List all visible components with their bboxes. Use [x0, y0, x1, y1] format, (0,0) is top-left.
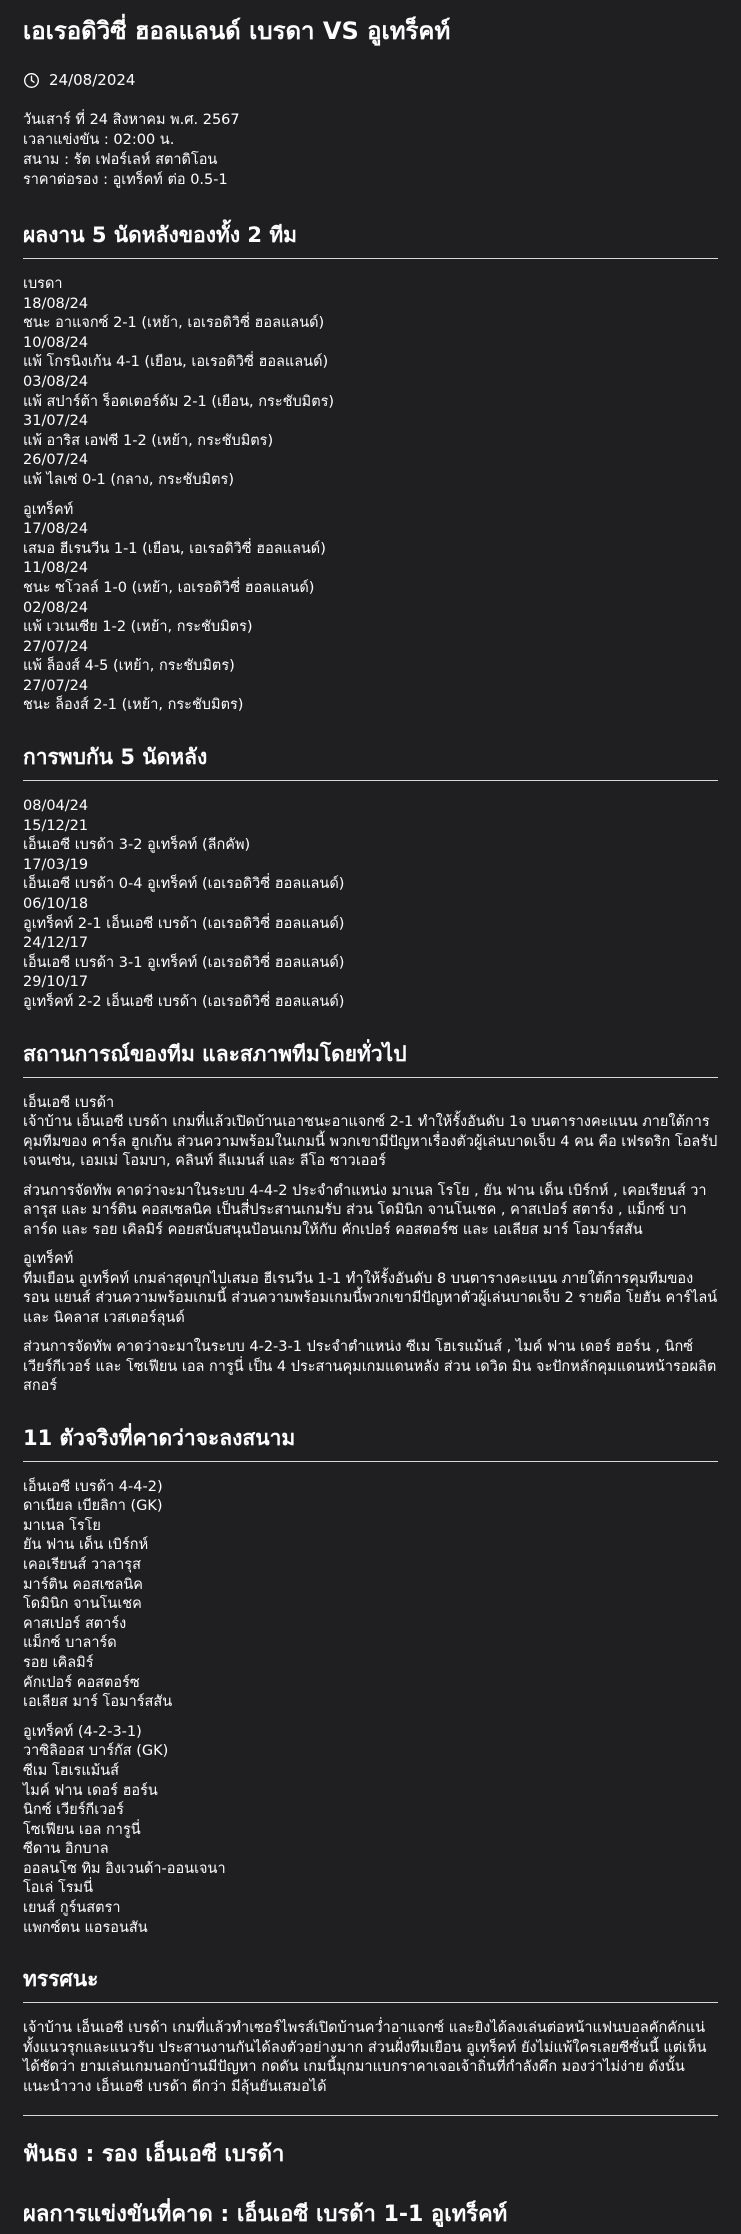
- match-date: 11/08/24: [23, 560, 89, 577]
- match-result: ชนะ ล็องส์ 2-1 (เหย้า, กระชับมิตร): [23, 697, 244, 714]
- divider: [23, 1077, 718, 1078]
- divider: [23, 1461, 718, 1462]
- analysis-section: [23, 1962, 718, 2116]
- match-result: แพ้ อาริส เอฟซี 1-2 (เหย้า, กระชับมิตร): [23, 432, 274, 449]
- match-result: แพ้ สปาร์ต้า ร็อตเตอร์ดัม 2-1 (เยือน, กระชับมิตร): [23, 393, 335, 410]
- match-result: แพ้ ล็องส์ 4-5 (เหย้า, กระชับมิตร): [23, 658, 235, 675]
- match-day: วันเสาร์ ที่ 24 สิงหาคม พ.ศ. 2567: [23, 112, 240, 128]
- form-team-1: [23, 275, 718, 491]
- match-date: 27/07/24: [23, 638, 89, 655]
- match-date: 26/07/24: [23, 452, 89, 469]
- lineups-section: [23, 1421, 718, 1939]
- team-news: ทีมเยือน อูเทร็คท์ เกมล่าสุดบุกไปเสมอ ฮีเรนวีน 1-1 ทำให้รั้งอันดับ 8 บนตารางคะแนน ภายใต้การคุมทีมของ รอน แยนส์ ส่วนความพร้อมเกมนี้ ส่วนความพร้อมเกมนี้พวกเขามีปัญหาตัวผู้เล่นบาดเจ็บ 2 รายคือ โยฮัน คาร์ไลน์ และ นิคลาส เวสเตอร์ลุนด์: [23, 1270, 718, 1326]
- h2h-line: 15/12/21: [23, 817, 89, 834]
- situation-team-1: [23, 1094, 718, 1397]
- situation-heading: สถานการณ์ของทีม และสภาพทีมโดยทั่วไป: [23, 1041, 407, 1066]
- post-date-text: 24/08/2024: [49, 71, 136, 89]
- player: คาสเปอร์ สตาร์ง: [23, 1615, 127, 1632]
- team-name: เอ็นเอซี เบรด้า: [23, 1094, 115, 1111]
- team-name: อูเทร็คท์: [23, 1251, 74, 1268]
- match-date: 18/08/24: [23, 295, 89, 312]
- team-tactics: ส่วนการจัดทัพ คาดว่าจะมาในระบบ 4-2-3-1 ประจำตำแหน่ง ซีเม โฮเรแม้นส์ , ไมค์ ฟาน เดอร์ ฮอร์น , นิกซ์ เวียร์กีเวอร์ และ โซเฟียน เอล การูนี่ เป็น 4 ประสานคุมเกมแดนหลัง ส่วน เดวิด มิน จะปักหลักคุมแดนหน้ารอผลิตสกอร์: [23, 1339, 717, 1395]
- h2h-line: 29/10/17: [23, 974, 89, 991]
- h2h-line: อูเทร็คท์ 2-2 เอ็นเอซี เบรด้า (เอเรอดิวิซี่ ฮอลแลนด์): [23, 994, 345, 1010]
- form-team-2: [23, 501, 718, 717]
- post-date: [23, 66, 718, 94]
- player: ซีดาน อิกบาล: [23, 1841, 109, 1858]
- h2h-section: [23, 740, 718, 1013]
- team-name: อูเทร็คท์: [23, 501, 74, 518]
- match-date: 17/08/24: [23, 521, 89, 538]
- team-tactics: ส่วนการจัดทัพ คาดว่าจะมาในระบบ 4-4-2 ประจำตำแหน่ง มาเนล โรโย , ยัน ฟาน เด็น เบิร์กห์ , เคอเรียนส์ วาลารุส และ มาร์ติน คอสเซลนิค เป็นสี่ประสานเกมรับ ส่วน โดมินิก จานโนเชค , คาสเปอร์ สตาร์ง , แม็กซ์ บาลาร์ด และ รอย เคิลมิร์ คอยสนับสนุนป้อนเกมให้กับ คักเปอร์ คอสตอร์ซ และ เอเลียส มาร์ โอมาร์สสัน: [23, 1182, 707, 1238]
- analysis-heading: ทรรศนะ: [23, 1967, 99, 1992]
- match-date: 02/08/24: [23, 599, 89, 616]
- match-info: [23, 110, 718, 190]
- player: โอเล่ โรมนี่: [23, 1880, 93, 1897]
- h2h-heading: การพบกัน 5 นัดหลัง: [23, 745, 208, 770]
- player: ยัน ฟาน เด็น เบิร์กห์: [23, 1537, 149, 1554]
- h2h-list: [23, 797, 718, 1013]
- page-title: เอเรอดิวิซี่ ฮอลแลนด์ เบรดา VS อูเทร็คท์: [23, 17, 451, 45]
- match-date: 27/07/24: [23, 677, 89, 694]
- form-section: [23, 218, 718, 716]
- handicap: ราคาต่อรอง : อูเทร็คท์ ต่อ 0.5-1: [23, 172, 228, 188]
- player: โซเฟียน เอล การูนี่: [23, 1821, 141, 1838]
- player: เอเลียส มาร์ โอมาร์สสัน: [23, 1694, 173, 1711]
- player: เยนส์ กูร์นสตรา: [23, 1900, 121, 1917]
- h2h-line: เอ็นเอซี เบรด้า 0-4 อูเทร็คท์ (เอเรอดิวิซี่ ฮอลแลนด์): [23, 876, 345, 893]
- player: ออลนโซ ทิม อิงเวนด้า-ออนเจนา: [23, 1860, 226, 1877]
- lineup-header: เอ็นเอซี เบรด้า 4-4-2): [23, 1478, 163, 1495]
- h2h-line: 08/04/24: [23, 798, 89, 815]
- predicted-score: ผลการแข่งขันที่คาด : เอ็นเอซี เบรด้า 1-1 อูเทร็คท์: [23, 2202, 508, 2228]
- match-result: แพ้ เวเนเซีย 1-2 (เหย้า, กระชับมิตร): [23, 619, 253, 636]
- verdict: ฟันธง : รอง เอ็นเอซี เบรด้า: [23, 2142, 285, 2168]
- divider: [23, 2115, 718, 2116]
- match-result: แพ้ โกรนิงเก้น 4-1 (เยือน, เอเรอดิวิซี่ ฮอลแลนด์): [23, 354, 329, 371]
- divider: [23, 2002, 718, 2003]
- team-name: เบรดา: [23, 276, 63, 292]
- match-date: 03/08/24: [23, 373, 89, 390]
- player: ไมค์ ฟาน เดอร์ ฮอร์น: [23, 1782, 158, 1799]
- stadium: สนาม : รัต เฟอร์เลห์ สตาดิโอน: [23, 152, 218, 168]
- h2h-line: เอ็นเอซี เบรด้า 3-2 อูเทร็คท์ (ลีกคัพ): [23, 837, 251, 854]
- h2h-line: เอ็นเอซี เบรด้า 3-1 อูเทร็คท์ (เอเรอดิวิซี่ ฮอลแลนด์): [23, 954, 345, 971]
- player: ดาเนียล เบียลิกา (GK): [23, 1498, 163, 1515]
- clock-icon: [23, 72, 40, 89]
- match-result: ชนะ ซโวลล์ 1-0 (เหย้า, เอเรอดิวิซี่ ฮอลแลนด์): [23, 579, 315, 596]
- h2h-line: 06/10/18: [23, 896, 89, 913]
- analysis-text: เจ้าบ้าน เอ็นเอซี เบรด้า เกมที่แล้วทำเซอร์ไพรส์เปิดบ้านคว่ำอาแจกซ์ และยิงได้ลงเล่นต่อหน้าแฟนบอลคักคักแน่ ทั้งแนวรุกและแนวรับ ประสานงานกันได้ลงตัวอย่างมาก ส่วนฝั่งทีมเยือน อูเทร็คท์ ยังไม่แพ้ใครเลยซีซั่นนี้ แต่เห็นได้ชัดว่า ยามเล่นเกมนอกบ้านมีปัญหา กดดัน เกมนี้มุกมาแบกราคาเจอเจ้าถิ่นที่กำลังคึก มองว่าไม่ง่าย ดังนั้นแนะนำวาง เอ็นเอซี เบรด้า ดีกว่า มีลุ้นยันเสมอได้: [23, 2020, 707, 2095]
- player: วาซิลิออส บาร์กัส (GK): [23, 1743, 169, 1760]
- divider: [23, 780, 718, 781]
- player: แม็กซ์ บาลาร์ด: [23, 1635, 117, 1652]
- player: มาเนล โรโย: [23, 1517, 101, 1534]
- h2h-line: อูเทร็คท์ 2-1 เอ็นเอซี เบรด้า (เอเรอดิวิซี่ ฮอลแลนด์): [23, 915, 345, 932]
- player: แพกซ์ตน แอรอนสัน: [23, 1919, 148, 1936]
- kickoff-time: เวลาแข่งขัน : 02:00 น.: [23, 132, 175, 148]
- team-news: เจ้าบ้าน เอ็นเอซี เบรด้า เกมที่แล้วเปิดบ้านเอาชนะอาแจกซ์ 2-1 ทำให้รั้งอันดับ 1จ บนตารางคะแนน ภายใต้การคุมทีมของ คาร์ล ฮูกเก้น ส่วนความพร้อมในเกมนี้ พวกเขามีปัญหาเรื่องตัวผู้เล่นบาดเจ็บ 4 คน คือ เฟรดริก โอลรัป เจนเซ่น, เอมเม่ โอมบา, คลินท์ ลีแมนส์ และ ลีโอ ซาวเออร์: [23, 1114, 718, 1170]
- lineup-header: อูเทร็คท์ (4-2-3-1): [23, 1723, 142, 1740]
- player: คักเปอร์ คอสตอร์ซ: [23, 1674, 140, 1691]
- lineups-heading: 11 ตัวจริงที่คาดว่าจะลงสนาม: [23, 1425, 296, 1450]
- verdict-section: [23, 2138, 718, 2232]
- player: นิกซ์ เวียร์กีเวอร์: [23, 1802, 124, 1819]
- h2h-line: 24/12/17: [23, 935, 89, 952]
- match-result: เสมอ ฮีเรนวีน 1-1 (เยือน, เอเรอดิวิซี่ ฮอลแลนด์): [23, 540, 326, 557]
- match-date: 31/07/24: [23, 413, 89, 430]
- player: ซีเม โฮเรแม้นส์: [23, 1762, 120, 1779]
- player: มาร์ติน คอสเซลนิค: [23, 1576, 143, 1593]
- form-heading: ผลงาน 5 นัดหลังของทั้ง 2 ทีม: [23, 223, 298, 247]
- divider: [23, 258, 718, 259]
- player: เคอเรียนส์ วาลารุส: [23, 1556, 141, 1573]
- h2h-line: 17/03/19: [23, 856, 89, 873]
- lineup-team-1: [23, 1478, 718, 1713]
- lineup-team-2: [23, 1723, 718, 1939]
- match-result: ชนะ อาแจกซ์ 2-1 (เหย้า, เอเรอดิวิซี่ ฮอลแลนด์): [23, 315, 325, 332]
- match-result: แพ้ ไลเซ่ 0-1 (กลาง, กระชับมิตร): [23, 471, 234, 488]
- match-date: 10/08/24: [23, 334, 89, 351]
- player: รอย เคิลมิร์: [23, 1654, 94, 1671]
- player: โดมินิก จานโนเชค: [23, 1596, 142, 1613]
- situation-section: [23, 1037, 718, 1397]
